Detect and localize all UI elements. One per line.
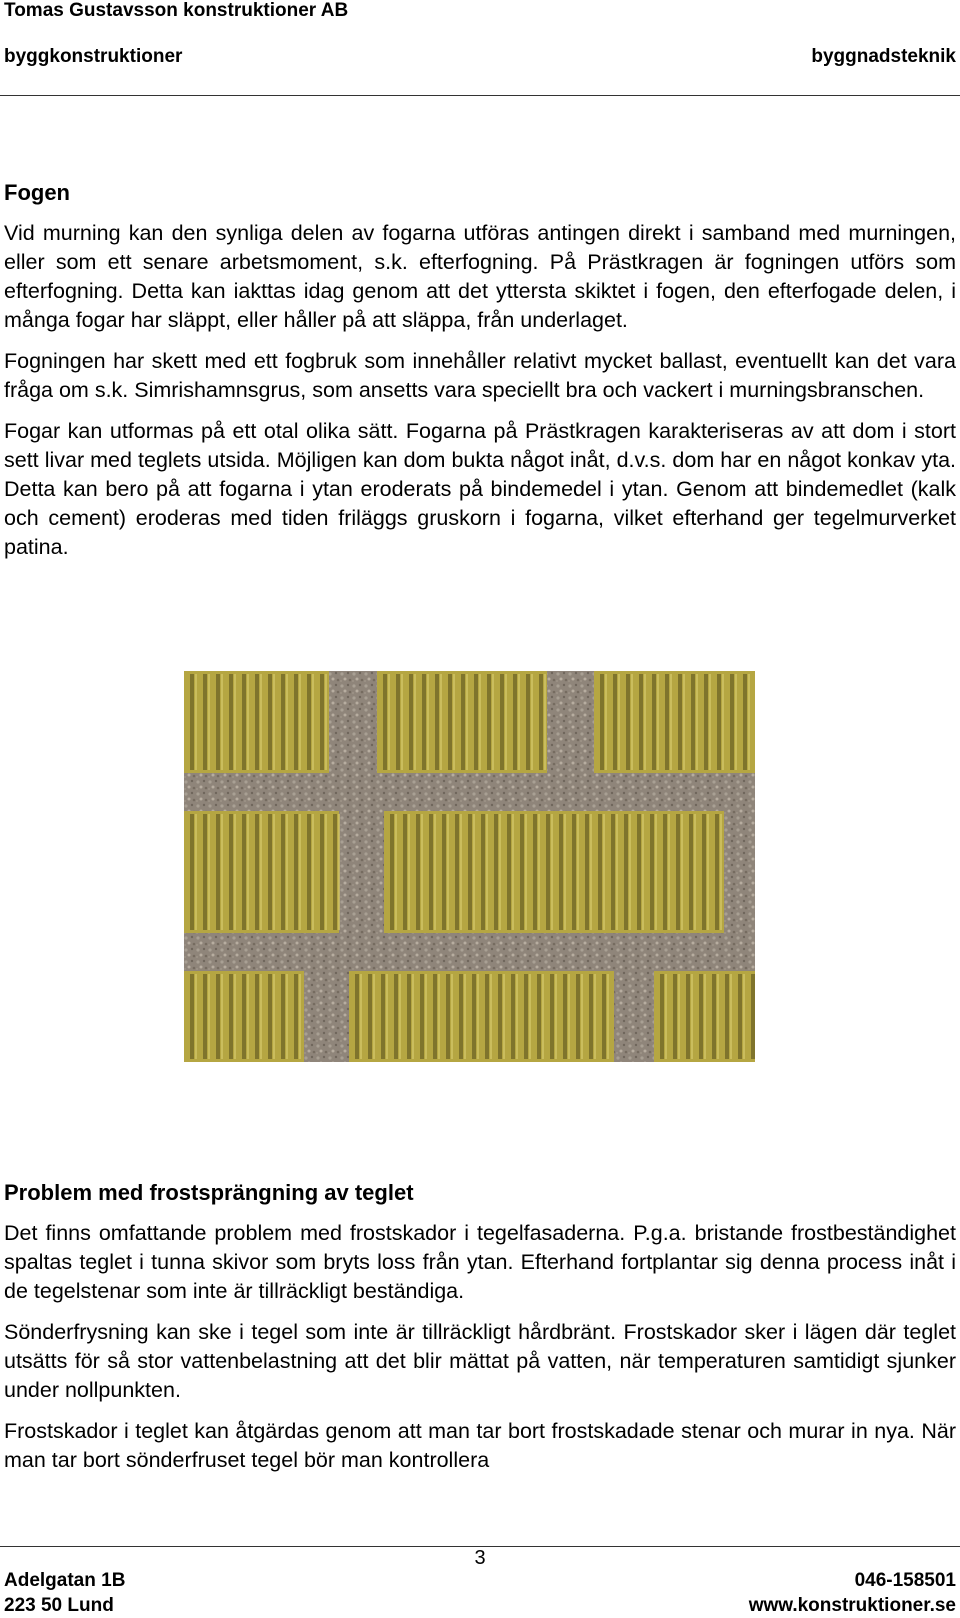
- brick-groove: [715, 814, 719, 930]
- brick-wall-photo: [184, 671, 755, 1062]
- brick: [349, 971, 614, 1062]
- brick-highlight: [338, 814, 340, 930]
- brick-highlight: [299, 814, 301, 930]
- brick-groove: [494, 814, 498, 930]
- brick-highlight: [512, 814, 514, 930]
- brick-groove: [255, 974, 259, 1059]
- brick-highlight: [221, 674, 223, 770]
- brick-groove: [203, 814, 207, 930]
- brick-groove: [513, 674, 517, 770]
- paragraph: Fogar kan utformas på ett otal olika sätt. Fogarna på Prästkragen karakteriseras av att dom i stort sett livar med teglets utsida. Möjligen kan dom bukta något inåt, d.v.s. dom har en något konkav yta. Detta kan bero på att fogarna i ytan eroderats på bindemedel i ytan. Genom att bindemedlet (kalk och cement) eroderas med tiden friläggs gruskorn i fogarna, vilket efterhand ger tegelmurverket patina.: [4, 419, 956, 559]
- brick-highlight: [360, 974, 362, 1059]
- brick-highlight: [464, 974, 466, 1059]
- brick-groove: [730, 674, 734, 770]
- brick-highlight: [247, 814, 249, 930]
- brick-groove: [485, 974, 489, 1059]
- brick-groove: [307, 814, 311, 930]
- footer-contact: [749, 1568, 956, 1618]
- brick-highlight: [234, 674, 236, 770]
- brick-highlight: [564, 814, 566, 930]
- brick-groove: [611, 814, 615, 930]
- brick-groove: [686, 974, 690, 1059]
- header-right-label: byggnadsteknik: [811, 46, 956, 67]
- paragraph: Det finns omfattande problem med frostskador i tegelfasaderna. P.g.a. bristande frostbeständighet spaltas teglet i tunna skivor som bryts loss från ytan. Efterhand fortplantar sig denna process inåt i de tegelstenar som inte är tillräckligt beständiga.: [4, 1221, 956, 1303]
- brick-highlight: [447, 814, 449, 930]
- brick-groove: [576, 974, 580, 1059]
- brick-highlight: [234, 814, 236, 930]
- footer-address: [4, 1568, 125, 1618]
- brick-highlight: [722, 674, 724, 770]
- brick-highlight: [603, 814, 605, 930]
- brick-groove: [394, 974, 398, 1059]
- brick-groove: [572, 814, 576, 930]
- brick-groove: [446, 974, 450, 1059]
- section-frost: [4, 1178, 956, 1487]
- brick-highlight: [691, 974, 693, 1059]
- brick-highlight: [479, 674, 481, 770]
- brick-groove: [429, 814, 433, 930]
- brick-groove: [589, 974, 593, 1059]
- brick-highlight: [683, 674, 685, 770]
- brick-groove: [472, 974, 476, 1059]
- brick-groove: [307, 674, 311, 770]
- brick-highlight: [717, 974, 719, 1059]
- brick-highlight: [399, 974, 401, 1059]
- brick-highlight: [373, 974, 375, 1059]
- brick-highlight: [273, 814, 275, 930]
- brick-groove: [665, 674, 669, 770]
- brick-groove: [526, 674, 530, 770]
- brick-groove: [448, 674, 452, 770]
- brick-groove: [422, 674, 426, 770]
- brick-groove: [281, 674, 285, 770]
- brick-highlight: [720, 814, 722, 930]
- brick-groove: [474, 674, 478, 770]
- brick-highlight: [427, 674, 429, 770]
- brick-groove: [702, 814, 706, 930]
- header-rule: [0, 95, 960, 96]
- brick-groove: [320, 814, 324, 930]
- paragraph: Vid murning kan den synliga delen av fogarna utföras antingen direkt i samband med murningen, eller som ett senare arbetsmoment, s.k. efterfogning. På Prästkragen är fogningen utförs som efterfogning. Detta kan iakttas idag genom att det yttersta skiktet i fogen, den efterfogade delen, i många fogar har släppt, eller håller på att släppa, från underlaget.: [4, 221, 956, 332]
- brick-highlight: [668, 814, 670, 930]
- brick-groove: [216, 674, 220, 770]
- brick-groove: [559, 814, 563, 930]
- brick-highlight: [629, 814, 631, 930]
- brick-groove: [433, 974, 437, 1059]
- brick-groove: [602, 974, 606, 1059]
- brick-highlight: [707, 814, 709, 930]
- brick-highlight: [486, 814, 488, 930]
- brick-highlight: [412, 974, 414, 1059]
- brick-highlight: [273, 674, 275, 770]
- brick-highlight: [473, 814, 475, 930]
- brick-groove: [704, 674, 708, 770]
- brick-highlight: [299, 674, 301, 770]
- brick-highlight: [555, 974, 557, 1059]
- brick-highlight: [518, 674, 520, 770]
- brick-groove: [738, 974, 742, 1059]
- brick-groove: [546, 814, 550, 930]
- brick-highlight: [408, 814, 410, 930]
- brick-highlight: [312, 814, 314, 930]
- brick-highlight: [503, 974, 505, 1059]
- brick-highlight: [618, 674, 620, 770]
- brick-groove: [409, 674, 413, 770]
- brick-groove: [203, 974, 207, 1059]
- brick-groove: [442, 814, 446, 930]
- brick-groove: [255, 674, 259, 770]
- brick-highlight: [208, 814, 210, 930]
- brick-groove: [487, 674, 491, 770]
- brick-groove: [416, 814, 420, 930]
- brick-highlight: [421, 814, 423, 930]
- brick-groove: [691, 674, 695, 770]
- brick-groove: [455, 814, 459, 930]
- page-number: 3: [474, 1547, 486, 1569]
- brick-highlight: [542, 974, 544, 1059]
- brick-groove: [676, 814, 680, 930]
- brick-groove: [190, 674, 194, 770]
- brick-highlight: [208, 974, 210, 1059]
- brick-groove: [396, 674, 400, 770]
- brick-highlight: [299, 974, 301, 1059]
- brick-groove: [626, 674, 630, 770]
- website-link[interactable]: www.konstruktioner.se: [748, 1595, 956, 1616]
- brick-groove: [699, 974, 703, 1059]
- brick-groove: [717, 674, 721, 770]
- brick-highlight: [286, 814, 288, 930]
- brick-groove: [511, 974, 515, 1059]
- brick-highlight: [616, 814, 618, 930]
- brick-groove: [255, 814, 259, 930]
- brick-groove: [468, 814, 472, 930]
- brick-groove: [242, 674, 246, 770]
- brick-groove: [637, 814, 641, 930]
- brick-groove: [598, 814, 602, 930]
- brick-highlight: [681, 814, 683, 930]
- brick-highlight: [414, 674, 416, 770]
- brick-highlight: [221, 974, 223, 1059]
- brick-groove: [294, 674, 298, 770]
- brick-groove: [461, 674, 465, 770]
- brick-highlight: [401, 674, 403, 770]
- brick-highlight: [531, 674, 533, 770]
- brick-highlight: [386, 974, 388, 1059]
- brick-groove: [660, 974, 664, 1059]
- brick-highlight: [551, 814, 553, 930]
- brick-groove: [435, 674, 439, 770]
- brick-highlight: [195, 814, 197, 930]
- brick-highlight: [208, 674, 210, 770]
- brick-groove: [613, 674, 617, 770]
- brick-highlight: [490, 974, 492, 1059]
- brick-highlight: [694, 814, 696, 930]
- brick-highlight: [670, 674, 672, 770]
- brick-groove: [600, 674, 604, 770]
- brick-groove: [320, 674, 324, 770]
- brick-highlight: [260, 814, 262, 930]
- brick-highlight: [247, 674, 249, 770]
- brick-groove: [550, 974, 554, 1059]
- brick-highlight: [466, 674, 468, 770]
- brick-groove: [216, 814, 220, 930]
- brick-highlight: [395, 814, 397, 930]
- brick-highlight: [460, 814, 462, 930]
- brick-highlight: [325, 674, 327, 770]
- brick-highlight: [544, 674, 546, 770]
- brick-groove: [242, 814, 246, 930]
- brick-highlight: [477, 974, 479, 1059]
- brick-groove: [725, 974, 729, 1059]
- brick-highlight: [605, 674, 607, 770]
- brick-groove: [407, 974, 411, 1059]
- brick-highlight: [505, 674, 507, 770]
- brick-highlight: [260, 674, 262, 770]
- brick-highlight: [743, 974, 745, 1059]
- brick-groove: [459, 974, 463, 1059]
- brick-highlight: [286, 674, 288, 770]
- brick-highlight: [525, 814, 527, 930]
- brick-highlight: [655, 814, 657, 930]
- paragraph: Sönderfrysning kan ske i tegel som inte är tillräckligt hårdbränt. Frostskador sker i lägen där teglet utsätts för så stor vattenbelastning att det blir mättat på vatten, när temperaturen samtidigt sjunker under nollpunkten.: [4, 1320, 956, 1402]
- brick-highlight: [657, 674, 659, 770]
- brick-highlight: [704, 974, 706, 1059]
- brick-groove: [524, 974, 528, 1059]
- brick-highlight: [234, 974, 236, 1059]
- brick-highlight: [665, 974, 667, 1059]
- brick-highlight: [434, 814, 436, 930]
- brick-groove: [281, 814, 285, 930]
- brick-highlight: [247, 974, 249, 1059]
- brick-groove: [383, 674, 387, 770]
- brick-highlight: [453, 674, 455, 770]
- brick-groove: [294, 974, 298, 1059]
- brick-highlight: [631, 674, 633, 770]
- brick-groove: [242, 974, 246, 1059]
- brick-groove: [539, 674, 543, 770]
- brick-highlight: [492, 674, 494, 770]
- header-company: Tomas Gustavsson konstruktioner AB: [4, 0, 349, 21]
- brick-highlight: [644, 674, 646, 770]
- brick-highlight: [581, 974, 583, 1059]
- brick-highlight: [577, 814, 579, 930]
- brick-groove: [743, 674, 747, 770]
- brick-groove: [498, 974, 502, 1059]
- brick-highlight: [590, 814, 592, 930]
- brick-groove: [712, 974, 716, 1059]
- brick-groove: [507, 814, 511, 930]
- brick-groove: [403, 814, 407, 930]
- brick-highlight: [735, 674, 737, 770]
- address-street: Adelgatan 1B: [4, 1570, 126, 1591]
- brick-groove: [520, 814, 524, 930]
- brick-highlight: [538, 814, 540, 930]
- brick-groove: [673, 974, 677, 1059]
- brick-groove: [650, 814, 654, 930]
- brick-groove: [481, 814, 485, 930]
- brick-highlight: [642, 814, 644, 930]
- brick-highlight: [286, 974, 288, 1059]
- brick-groove: [624, 814, 628, 930]
- paragraph: Fogningen har skett med ett fogbruk som innehåller relativt mycket ballast, eventuellt kan det vara fråga om s.k. Simrishamnsgrus, som ansetts vara speciellt bra och vackert i murningsbranschen.: [4, 349, 956, 402]
- brick-highlight: [451, 974, 453, 1059]
- brick-groove: [689, 814, 693, 930]
- brick-highlight: [678, 974, 680, 1059]
- brick-groove: [229, 974, 233, 1059]
- brick-groove: [281, 974, 285, 1059]
- brick-highlight: [195, 974, 197, 1059]
- brick-groove: [652, 674, 656, 770]
- brick-groove: [533, 814, 537, 930]
- brick-highlight: [221, 814, 223, 930]
- brick-highlight: [440, 674, 442, 770]
- header-left-label: byggkonstruktioner: [4, 46, 183, 67]
- brick-groove: [229, 674, 233, 770]
- paragraph: Frostskador i teglet kan åtgärdas genom att man tar bort frostskadade stenar och murar in nya. När man tar bort sönderfruset tegel bör man kontrollera: [4, 1419, 956, 1472]
- brick-groove: [203, 674, 207, 770]
- brick-highlight: [388, 674, 390, 770]
- brick-highlight: [312, 674, 314, 770]
- brick-highlight: [594, 974, 596, 1059]
- brick-groove: [751, 974, 755, 1059]
- brick-highlight: [568, 974, 570, 1059]
- brick-groove: [639, 674, 643, 770]
- brick-groove: [229, 814, 233, 930]
- brick-highlight: [195, 674, 197, 770]
- brick-groove: [268, 814, 272, 930]
- brick-highlight: [748, 674, 750, 770]
- phone-number: 046-158501: [854, 1570, 956, 1591]
- address-city: 223 50 Lund: [4, 1595, 114, 1616]
- brick-highlight: [499, 814, 501, 930]
- brick-groove: [190, 974, 194, 1059]
- brick-highlight: [730, 974, 732, 1059]
- brick-highlight: [425, 974, 427, 1059]
- brick-groove: [294, 814, 298, 930]
- section-heading: Problem med frostsprängning av teglet: [4, 1180, 414, 1205]
- brick-highlight: [273, 974, 275, 1059]
- brick-groove: [355, 974, 359, 1059]
- brick-highlight: [607, 974, 609, 1059]
- section-fogen: [4, 178, 956, 574]
- brick-highlight: [438, 974, 440, 1059]
- brick-highlight: [709, 674, 711, 770]
- brick-groove: [333, 814, 337, 930]
- brick-groove: [585, 814, 589, 930]
- brick-highlight: [696, 674, 698, 770]
- brick-highlight: [325, 814, 327, 930]
- brick-groove: [190, 814, 194, 930]
- brick-groove: [420, 974, 424, 1059]
- brick-groove: [678, 674, 682, 770]
- section-heading: Fogen: [4, 180, 70, 205]
- brick-groove: [390, 814, 394, 930]
- brick-highlight: [529, 974, 531, 1059]
- brick-groove: [381, 974, 385, 1059]
- brick-groove: [268, 674, 272, 770]
- brick-groove: [663, 814, 667, 930]
- brick-groove: [216, 974, 220, 1059]
- brick-highlight: [516, 974, 518, 1059]
- brick-highlight: [260, 974, 262, 1059]
- brick-groove: [268, 974, 272, 1059]
- brick-groove: [500, 674, 504, 770]
- brick-groove: [537, 974, 541, 1059]
- brick-groove: [563, 974, 567, 1059]
- brick-groove: [368, 974, 372, 1059]
